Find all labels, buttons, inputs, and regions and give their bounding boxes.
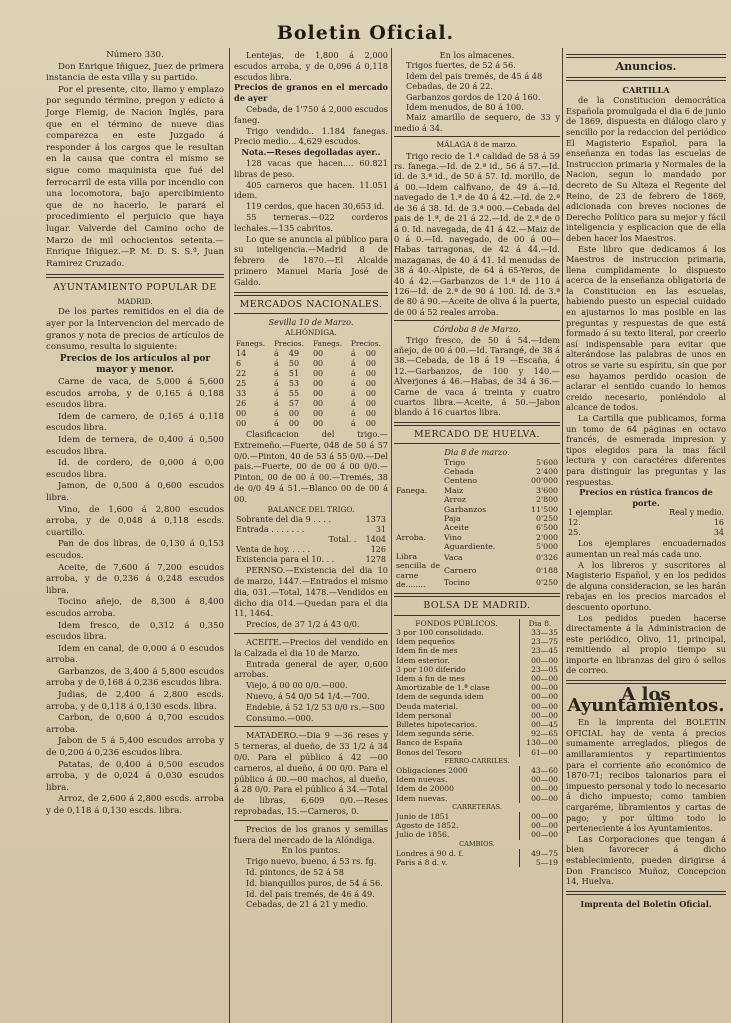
juez-paragraph: Don Enrique Iñiguez, Juez de primera instancia de esta villa y su partido.: [46, 61, 224, 84]
precios-table: [566, 508, 726, 538]
table-row: Paja 0'250: [444, 514, 558, 524]
table-row: Entrada . . . . . . . 31: [236, 525, 386, 535]
table-row: Vino 2'000: [444, 532, 558, 542]
rule: [566, 77, 726, 81]
table-row: Existencia para el 10. . . 1278: [236, 555, 386, 565]
table-row: Idem de 20000 00—00: [396, 784, 558, 794]
libro-paragraph: Este libro que dedicamos á los Maestros de instruccion primaria, llena cumplidamente lo dispuesto acerca de la enseñanza obligatoria de la Constitucion en las escuelas, habiendo puesto un especial cuidado en ajustarnos lo mas posible en las preguntas y respuestas de que está formado á su texto literal, por creerlo así indispensable para evitar que alterándose las palabras de unos en otros se varie su espíritu, sin que por eso hayamos perdido ocasion de aclarar el sentido cuando lo hemos creido necesario, poniéndolo al alcance de todos.: [566, 243, 726, 413]
numero-label: Número 330.: [106, 50, 164, 60]
price-item: Idem de carnero, de 0,165 á 0,118 escudos libra.: [46, 411, 224, 434]
table-row: Cebada 2'400: [444, 467, 558, 477]
col-header: Precios.: [350, 338, 381, 348]
table-row: Paris á 8 d. v. 5—19: [396, 858, 558, 867]
puntos-row: Id. del pais tremés, de 46 á 49.: [246, 888, 375, 899]
rule: [234, 292, 388, 296]
price-item: Jamon, de 0,500 á 0,600 escudos libra.: [46, 481, 224, 503]
table-row: Billetes hipotecarios. 00—45: [396, 719, 558, 729]
libreros-paragraph: A los libreros y suscritores al Magisterio Español, y en los pedidos de alguna consideracion, se les harán rebajas en los precios marcados el descuento oportuno.: [566, 559, 726, 612]
rule: [234, 313, 388, 314]
column-2: [234, 50, 388, 910]
precios-heading: Precios de los artículos al por mayor y menor.: [59, 353, 211, 376]
puntos-row: Id. bianquillos puros, de 54 á 56.: [246, 877, 383, 888]
table-row: Carnero 0'188: [444, 565, 558, 575]
table-row: 3 por 100 consolidado. 33—35: [396, 627, 558, 637]
price-item: Patatas, de 0,400 á 0,500 escudos arroba, y de 0,024 á 0,030 escudos libra.: [46, 759, 224, 793]
aceite-row: Consumo.—000.: [246, 712, 314, 723]
puntos-row: Cebadas, de 21 á 21 y medio.: [246, 899, 369, 910]
malaga-date: MÁLAGA 8 de marzo.: [436, 140, 518, 150]
rule: [394, 593, 560, 597]
table-row: Idem pequeños 23—75: [396, 637, 558, 647]
edict-paragraph: Por el presente, cito, llamo y emplazo por segundo término, pregon y edicto á Jorge Flemig, de Nacion Inglés, para que en el término de nueve dias comparezca en este Juzgado á responder á los cargos que le resultan en la causa que contra el mismo se sigue como maquinista que fué del ferrocarril de esta villa por incendio con una locomotora, bajo apercibimiento que de no hacerlo, le parará el procedimiento el perjuicio que haya lugar. Valverde del Camino ocho de Marzo de mil ochocientos setenta.—Enrique Iñiguez.—P. M. D. S. S.ª, Juan Ramirez Cruzado.: [46, 84, 224, 269]
masthead-title: Boletin Oficial.: [276, 22, 455, 44]
sevilla-date: Sevilla 10 de Marzo.: [268, 317, 354, 328]
ayuntamiento-heading: AYUNTAMIENTO POPULAR DE: [53, 282, 217, 294]
rule: [394, 443, 560, 444]
table-row: FERRO-CARRILES.: [444, 756, 510, 765]
price-item: Jabon de 5 á 5,400 escudos arroba y de 0,200 á 0,236 escudos libra.: [46, 736, 224, 759]
table-row: CAMBIOS.: [459, 839, 495, 848]
aceite-row: Nuevo, á 54 0/0 54 1/4.—700.: [246, 691, 370, 702]
aceite-entrada: Entrada general de ayer, 0,600 arrobas.: [234, 658, 388, 680]
column-3: [394, 50, 560, 867]
table-row: Bonos del Tesoro 61—00: [396, 747, 558, 757]
clasificacion-paragraph: Clasificacion del trigo.—Extremeño.—Fuerte, 048 de 50 á 57 0/0.—Pinton, 40 de 53 á 55 0/0.—Del pais.—Fuerte, 00 de 00 á 00 0/0.—Pinton, 00 de 00 á 00.—Tremés, 38 de 0/0 49 á 51.—Blanco 00 de 00 á 00.: [234, 428, 388, 504]
price-item: Idem en canal, de 0,000 á 0 escudos arroba.: [46, 643, 224, 666]
cartilla-paragraph: de la Constitucion democrática Española promulgada el dia 6 de junio de 1869, dispuesta en diálogo claro y sencillo por la redaccion del periódico El Magisterio Español, para la enseñanza en todas las escuelas de Instruccion primaria y Normales de la Nacion, segun lo mandado por decreto de Su Alteza el Regente del Reino, de 23 de febrero de 1869, adicionada con breves nociones de Derecho Político para su mejor y fácil inteligencia y esplicacion que de ella deben hacer los Maestros.: [566, 95, 726, 243]
column-4: [566, 50, 726, 909]
ayuntamiento-sub: MADRID.: [117, 296, 153, 306]
corporaciones-paragraph: Las Corporaciones que tengan á bien favorecer á dicho establecimiento, pueden dirigirse á Don Francisco Muñoz, Concepcion 14, Huelva.: [566, 833, 726, 887]
mercados-heading: MERCADOS NACIONALES.: [239, 298, 383, 310]
cartilla-heading: CARTILLA: [622, 84, 670, 95]
cebada-item: Cebada, de 1'750 á 2,000 escudos faneg.: [234, 103, 388, 125]
cartilla2-paragraph: La Cartilla que publicamos, forma un tomo de 64 páginas en octavo francés, de esmerada impresion y tipos elegidos para la mas fácil lectura y con caractéres diferentes para distinguir las preguntas y las respuestas.: [566, 413, 726, 487]
puntos-row: Id. pintoncs, de 52 á 58: [246, 867, 344, 878]
ayuntamientos-heading: A los Ayuntamientos.: [567, 684, 725, 716]
table-row: 25. 34: [568, 528, 724, 538]
table-row: Arroz 2'800: [444, 495, 558, 505]
rule: [394, 422, 560, 426]
price-item: Garbanzos, de 3,400 á 5,800 escudos arroba y de 0,168 á 0,236 escudos libra.: [46, 666, 224, 689]
column-divider: [562, 48, 563, 1023]
table-row: 25 á 53 00 á 00: [236, 378, 377, 388]
reses-item: 128 vacas que hacen.... 60.821 libras de peso.: [234, 157, 388, 179]
table-row: Idem á fin de mes 00—00: [396, 673, 558, 683]
table-row: Arroba. Aceite 6'500: [396, 523, 558, 542]
pernos-precios: Precios, de 37 1/2 á 43 0/0.: [246, 619, 360, 630]
table-row: Idem nuevas. 00—00: [396, 793, 558, 803]
nota-heading: Nota.—Reses degolladas ayer..: [241, 147, 381, 158]
alhondiga-table: [234, 339, 388, 429]
price-item: Pan de dos libras, de 0,130 á 0,153 escudos.: [46, 539, 224, 561]
ayuntamientos-paragraph: En la imprenta del BOLETIN OFICIAL hay de venta á precios sumamente arreglados, pliegos de amillaramientos y repartimientos para el corriente año económico de 1870-71; recibos talonarios para el impuesto personal y todo lo necesario á dicho impuesto; como tambien cargaréme, libramientos y cartas de pago; y por último todo lo perteneciente á los Ayuntamientos.: [566, 717, 726, 834]
granos-heading: Precios de granos en el mercado de ayer: [234, 82, 388, 104]
table-row: 00 á 00 00 á 00: [236, 418, 377, 428]
table-row: 1 ejemplar. Real y medio.: [568, 508, 724, 518]
table-row: 22 á 51 00 á 00: [236, 368, 377, 378]
table-row: 12. 16: [568, 518, 724, 528]
lentejas-item: Lentejas, de 1,800 á 2,000 escudos arroba, y de 0,096 á 0,118 escudos libra.: [234, 50, 388, 82]
table-row: Banco de España 130—00: [396, 738, 558, 748]
table-row: 26 á 57 00 á 00: [236, 398, 377, 408]
bolsa-heading: BOLSA DE MADRID.: [423, 600, 531, 612]
aceite-paragraph: ACEITE.—Precios del vendido en la Calzada el dia 10 de Marzo.: [234, 637, 388, 658]
table-row: Agosto de 1852. 00—00: [396, 821, 558, 831]
cordoba-paragraph: Trigo fresco, de 50 á 54.—Idem añejo, de 00 á 00.—Id. Tarangé, de 38 á 38.—Cebada, de 18 á 19 —Escaña, á 12.—Garbanzos, de 100 y 140.—Alverjones á 46.—Habas, de 34 á 36.—Carne de vaca á treinta y cuatro cuartos libra.—Aceite, á 50.—Jabon blando á 16 cuartos libra.: [394, 334, 560, 418]
aceite-row: Endebie, á 52 1/2 53 0/0 rs.—500: [246, 701, 385, 712]
rule: [394, 615, 560, 616]
matadero-paragraph: MATADERO.—Dia 9 —36 reses y 5 terneras, al dueño, de 33 1/2 á 34 0/0. Para el público á 42 —00 carneros, al dueño, á 00 0/0. Para el público á 00.—00 machos, al dueño, á 28 0/0. Para el público á 34.—Total de libras, 6,609 0/0.—Reses reprobadas, 15.—Carneros, 0.: [234, 730, 388, 817]
price-item: Carne de vaca, de 5,000 á 5,600 escudos arroba, y de 0,165 á 0,188 escudos libra.: [46, 377, 224, 411]
column-divider: [391, 48, 392, 1023]
terneras-item: 55 terneras.—022 corderos lechales.—135 cabritos.: [234, 211, 388, 233]
imprenta-label: Imprenta del Boletin Oficial.: [580, 898, 712, 909]
aceite-row: Viejo, á 00 00 0/0.—000.: [246, 680, 348, 691]
price-item: Aceite, de 7,600 á 7,200 escudos arroba, y de 0,236 á 0,248 escudos libra.: [46, 562, 224, 596]
anuncia-paragraph: Lo que se anuncia al público para su inteligencia.—Madrid 8 de febrero de 1870.—El Alcalde primero Manuel María José de Galdo.: [234, 233, 388, 287]
table-row: FONDOS PÚBLICOS. Dia 8.: [394, 619, 560, 628]
column-divider: [229, 48, 230, 1023]
fondos-table: [394, 619, 560, 867]
table-row: Amortizable de 1.ª clase 00—00: [396, 683, 558, 693]
rule: [566, 54, 726, 58]
table-row: Sobrante del dia 9 . . . . 1373: [236, 515, 386, 525]
carneros-item: 405 carneros que hacen. 11.051 idem.: [234, 179, 388, 201]
pernos-paragraph: PERNSO.—Existencia del dia 10 de marzo, 1447.—Entrados el mismo dia, 031.—Total, 1478.—Vendidos en dicho dia 014.—Quedan para el dia 11, 1464.: [234, 565, 388, 619]
almacen-row: Maiz amarillo de sequero, de 33 y medio á 34.: [394, 112, 560, 133]
cordoba-date: Córdoba 8 de Marzo.: [433, 324, 521, 335]
cerdos-item: 119 cerdos, que hacen 30,653 id.: [246, 201, 385, 212]
table-row: 6 á 50 00 á 00: [236, 358, 377, 368]
table-row: Libra sencilla de carne de........ Vaca 0'326: [396, 551, 558, 589]
table-row: Maiz 3'600: [444, 485, 558, 495]
balance-heading: BALANCE DEL TRIGO.: [267, 504, 355, 514]
precios-heading: Precios en rústica francos de porte.: [579, 487, 713, 508]
table-row: Fanega. Trigo 5'600: [396, 457, 558, 495]
table-row: 33 á 55 00 á 00: [236, 388, 377, 398]
almacen-row: Idem menudos, de 80 á 100.: [406, 102, 524, 113]
rule: [234, 726, 388, 727]
price-item: Idem de ternera, de 0,400 á 0,500 escudos libra.: [46, 435, 224, 457]
price-item: Id. de cordero, de 0,000 á 0,00 escudos libra.: [46, 458, 224, 480]
huelva-heading: MERCADO DE HUELVA.: [414, 428, 540, 440]
table-row: Obligaciones 2000 43—60: [396, 765, 558, 775]
table-row: Idem segunda série. 92—65: [396, 729, 558, 739]
rule: [394, 320, 560, 321]
rule: [234, 820, 388, 821]
precios-granos-paragraph: Precios de los granos y semillas fuera del mercado de la Alóndiga.: [234, 823, 388, 845]
table-row: Idem nuevas. 00—00: [396, 775, 558, 785]
price-item: Tocino añejo, de 8,300 á 8,400 escudos arroba.: [46, 597, 224, 619]
table-row: 14 á 49 00 á 00: [236, 348, 377, 358]
table-row: 3 por 100 diferido 23—05: [396, 664, 558, 674]
column-1: [46, 50, 224, 818]
malaga-paragraph: Trigo recio de 1.ª calidad de 58 á 59 rs. fanega.—Id. de 2.ª id., 56 á 57.—Id. id. de 3.ª id., de 50 á 57. Id. morillo, de á 00.—Idem calfivano, de 49 á.—Id. navegado de 1.ª de 40 á 42.—Id. de 2.ª de 36 á 38. Id. de 3.ª 000.—Cebada del pais de 1.ª, de 21 á 22.—Id. de 2.ª de 0 á 0. Id. navegada, de 41 á 42.—Maiz de 0 á 0.—Id. navegado, de 00 á 00—Habas tarragonas, de 42 á 44.—Id. mazaganas, de 40 á 41. Id menudas de 38 á 40.-Alpiste, de 64 á 65-Yeros, de 40 á 42.—Garbanzos de 1.ª de 110 á 126—Id. de 2.ª de 90 á 100. Id. de 3.ª de 80 á 90.—Aceite de oliva á la puerta, de 00 á 52 reales arroba.: [394, 150, 560, 317]
rule: [566, 891, 726, 895]
partes-paragraph: De los partes remitidos en el dia de ayer por la Intervencion del mercado de granos y nota de precios de artículos de consumo, resulta lo siguiente:: [46, 307, 224, 353]
price-item: Arroz, de 2,600 á 2,800 escds. arroba y de 0,118 á 0,130 escds. libra.: [46, 794, 224, 816]
rule: [234, 633, 388, 634]
table-row: Tocino 0'250: [444, 578, 558, 588]
almacen-row: Trigos fuertes, de 52 á 56.: [406, 60, 516, 71]
table-row: Julio de 1856. 00—00: [396, 830, 558, 840]
price-item: Carbon, de 0,600 á 0,700 escudos arroba.: [46, 713, 224, 735]
table-row: Aguardiente. 5'000: [444, 542, 558, 552]
table-row: 00 á 00 00 á 00: [236, 408, 377, 418]
balance-table: [234, 515, 388, 565]
almacen-row: Cebadas, de 20 á 22.: [406, 81, 493, 92]
table-row: Londres á 90 d. f. 49—75: [396, 848, 558, 858]
huelva-date: Dia 8 de marzo.: [444, 447, 510, 458]
almacen-row: Garbanzos gordos de 120 á 160.: [406, 91, 541, 102]
table-row: Deuda material. 00—00: [396, 701, 558, 711]
table-row: CARRETERAS.: [452, 802, 502, 811]
anuncios-heading: Anuncios.: [615, 60, 677, 73]
table-row: Centeno 00'000: [444, 476, 558, 486]
rule: [46, 274, 224, 278]
col-header: Fanegs.: [312, 338, 343, 348]
almacen-row: Idem del pais tremés, de 45 á 48: [406, 70, 543, 81]
price-item: Vino, de 1,600 á 2,800 escudos arroba, y de 0,048 á 0,118 escds. cuartillo.: [46, 504, 224, 538]
col-header: Precios.: [273, 338, 304, 348]
price-item: Judias, de 2,400 á 2,800 escds. arroba, y de 0,118 á 0,130 escds. libra.: [46, 690, 224, 712]
puntos-row: Trigo nuevo, bueno, á 53 rs. fg.: [246, 856, 377, 867]
alhondiga-label: ALHÓNDIGA.: [285, 328, 337, 338]
table-row: Idem fin de mes 23—45: [396, 646, 558, 656]
table-row: Venta de hoy. . . . . 126: [236, 545, 386, 555]
huelva-fanega-table: [394, 458, 560, 590]
ejemplares-paragraph: Los ejemplares encuadernados aumentan un real más cada uno.: [566, 538, 726, 559]
table-row: Total. . 1404: [328, 535, 386, 545]
col-header: Fanegs.: [236, 338, 266, 348]
table-row: Idem de segunda idem 00—00: [396, 692, 558, 702]
puntos-label: En los puntos.: [281, 845, 341, 856]
rule: [394, 136, 560, 137]
table-row: Garbanzos 11'500: [444, 504, 558, 514]
table-row: Idem personal 00—00: [396, 710, 558, 720]
pedidos-paragraph: Los pedidos pueden hacerse directamente á la Administracion de este periódico, Olivo, 11, principal, remitiendo al propio tiempo su importe en libranzas del giro ó sellos de correo.: [566, 612, 726, 676]
price-item: Idem fresco, de 0,312 á 0,350 escudos libra.: [46, 620, 224, 643]
table-row: Junio de 1851 00—00: [396, 811, 558, 821]
almacenes-label: En los almacenes.: [439, 50, 515, 60]
trigo-item: Trigo vendido.. 1.184 fanegas. Precio medio... 4,629 escudos.: [234, 125, 388, 147]
table-row: Idem esterior. 00—00: [396, 655, 558, 665]
